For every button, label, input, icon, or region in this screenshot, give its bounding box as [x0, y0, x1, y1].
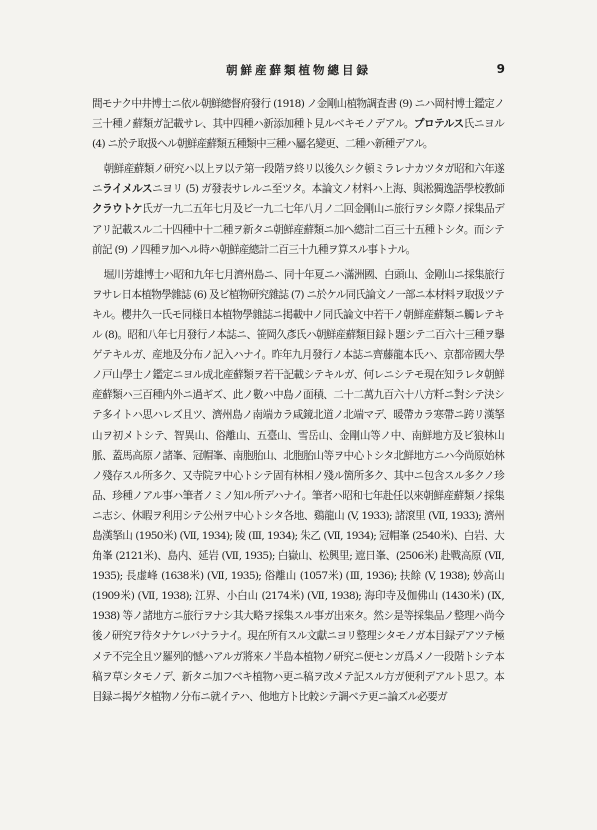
text-run: 氏ニヨル (4) ニ於テ取扱ヘル朝鮮産蘚類五種類中三種ハ屬名變更、二種ハ新種デアル。	[92, 118, 504, 151]
author-name-bold: プロテルス	[413, 118, 464, 131]
text-run: 間モナク中井博士ニ依ル朝鮮總督府發行 (1918) ノ金剛山植物調査書 (9) ニハ岡村博士鑑定ノ三十種ノ蘚類ガ記載サレ、其中四種ハ新添加種ト見ルベキモノデアル。	[92, 98, 504, 131]
running-head	[0, 62, 597, 82]
author-name-bold: クラウトケ	[92, 203, 143, 216]
paragraph-3	[92, 265, 504, 707]
author-name-bold: ライメルス	[102, 183, 153, 196]
text-run: 堀川芳雄博士ハ昭和九年七月濟州島ニ、同十年夏ニハ滿洲國、白頭山、金剛山ニ採集旅行ヲサレ日本植物學雜誌 (6) 及ビ植物研究雜誌 (7) ニ於ケル同氏論文ノ一部ニ本材料ヲ取扱ツテキル。櫻井久一氏モ同様日本植物學雜誌ニ掲載中ノ同氏論文中若干ノ朝鮮産蘚類ニ觸レテキル (8)。昭和八年七月發行ノ本誌ニ、笹岡久彥氏ハ朝鮮産蘚類目録ト題シテ二百六十三種ヲ擧ゲテキルガ、産地及分布ノ記入ハナイ。昨年九月發行ノ本誌ニ齊藤龍本氏ハ、京都帝國大學ノ戸山學士ノ鑑定ニヨル成北産蘚類ヲ若干記載シテキルガ、何レニシテモ現在知ラレタ朝鮮産蘚類ハ三百種内外ニ過ギズ、此ノ數ハ中島ノ面積、二十二萬九百六十八方粁ニ對シテ決シテ多イトハ思ハレズ且ツ、濟州島ノ南端カラ咸鏡北道ノ北端マデ、暖帶カラ寒帶ニ跨リ漢拏山ヲ初メトシテ、智異山、俗離山、五臺山、雪岳山、金剛山等ノ中、南鮮地方及ビ狼林山脈、蓋馬高原ノ諸峯、冠帽峯、南胞胎山、北胞胎山等ヲ中心トシタ北鮮地方ニハ今尚原始林ノ殘存スル所多ク、又寺院ヲ中心トシテ固有林相ノ殘ル箇所多ク、其中ニ包含スル多クノ珍品、珍種ノアル事ハ筆者ノミノ知ル所デハナイ。筆者ハ昭和七年赴任以來朝鮮産蘚類ノ採集ニ志シ、休暇ヲ利用シテ公州ヲ中心トシタ各地、鷄龍山 (V, 1933); 諸滾里 (Ⅶ, 1933); 濟州島漢拏山 (1950米) (Ⅶ, 1934); 陵 (Ⅲ, 1934); 朱乙 (Ⅶ, 1934); 冠帽峯 (2540米)、白岩、大角峯 (2121米)、島内、延岩 (Ⅶ, 1935); 白嶽山、松興里; 遮日峯、(2506米) 赴戰高原 (Ⅶ, 1935); 長虚峰 (1638米) (Ⅶ, 1935); 俗離山 (1057米) (Ⅲ, 1936); 扶餘 (V, 1938); 妙高山 (1909米) (Ⅶ, 1938); 江界、小白山 (2174米) (Ⅶ, 1938); 海印寺及伽佛山 (1430米) (Ⅸ, 1938) 等ノ諸地方ニ旅行ヲナシ其大略ヲ採集スル事ガ出來タ。然シ是等採集品ノ整理ハ尚今後ノ研究ヲ待タナケレバナラナイ。現在所有スル文獻ニヨリ整理シタモノガ本目録デアツテ極メテ不完全且ツ羅列的憾ハアルガ將來ノ半島本植物ノ研究ニ便センガ爲メノ一段階トシテ本稿ヲ草シタモノデ、新タニ加フベキ植物ハ更ニ稿ヲ改メテ記スル方ガ便利デアルト思フ。本目録ニ揭ゲタ植物ノ分布ニ就イテハ、他地方ト比較シテ調ベテ更ニ論ズル必要ガ	[92, 268, 504, 703]
paragraph-2	[92, 159, 504, 259]
paragraph-1	[92, 94, 504, 154]
text-run: 朝鮮産蘚類ノ研究ハ以上ヲ以テ第一段階ヲ終リ以後久シク頓ミラレナカツタガ昭和六年遂ニ	[92, 163, 504, 196]
page-number: 9	[496, 62, 505, 76]
running-head-title: 朝鮮産蘚類植物總目録	[226, 63, 371, 77]
text-run: ニヨリ (5) ガ發表サレルニ至ツタ。本論文ノ材料ハ上海、與淞獨逸語學校教師	[152, 183, 504, 196]
body-text	[92, 94, 504, 814]
text-run: 氏ガ一九二五年七月及ビ一九二七年八月ノ二回金剛山ニ旅行ヲシタ際ノ採集品デアリ記載スル二十四種中十二種ヲ新タニ朝鮮産蘚類ニ加ヘ總計二百三十五種トシタ。而シテ前記 (9) ノ四種ヲ加ヘル時ハ朝鮮産總計二百三十九種ヲ算スル事トナル。	[92, 203, 504, 256]
